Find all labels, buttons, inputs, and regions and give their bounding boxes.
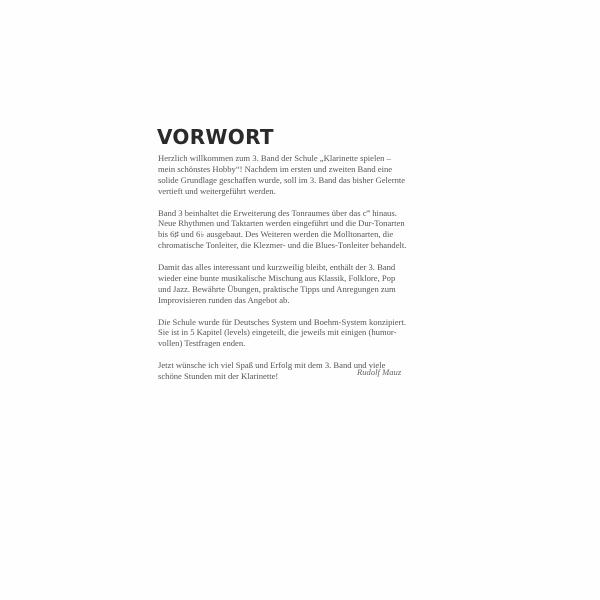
- paragraph-variety: [158, 262, 450, 306]
- paragraph-welcome: [158, 153, 450, 197]
- text-line: Improvisieren runden das Angebot ab.: [158, 294, 290, 305]
- foreword-body: [158, 153, 450, 393]
- paragraph-contents: [158, 208, 450, 252]
- page-title: VORWORT: [157, 125, 274, 149]
- text-line: vertieft und weitergeführt werden.: [158, 185, 276, 196]
- text-line: Band 3 beinhaltet die Erweiterung des Tonraumes über das c‴ hinaus.: [158, 207, 397, 218]
- text-line: vollen) Testfragen enden.: [158, 338, 246, 349]
- text-line: wieder eine bunte musikalische Mischung aus Klassik, Folklore, Pop: [158, 272, 396, 283]
- paragraph-systems: [158, 317, 450, 350]
- text-line: Die Schule wurde für Deutsches System und Boehm-System konzipiert.: [158, 316, 406, 327]
- text-line: bis 6♯ und 6♭ ausgebaut. Des Weiteren werden die Molltonarten, die: [158, 229, 394, 240]
- text-line: mein schönstes Hobby“! Nachdem im ersten und zweiten Band eine: [158, 163, 393, 174]
- text-line: Jetzt wünsche ich viel Spaß und Erfolg mit dem 3. Band und viele: [158, 360, 386, 371]
- text-line: und Jazz. Bewährte Übungen, praktische Tipps und Anregungen zum: [158, 283, 396, 294]
- text-line: chromatische Tonleiter, die Klezmer- und die Blues-Tonleiter behandelt.: [158, 240, 407, 251]
- text-line: Sie ist in 5 Kapitel (levels) eingeteilt, die jeweils mit einigen (humor-: [158, 327, 397, 338]
- text-line: schöne Stunden mit der Klarinette!: [158, 371, 279, 382]
- text-line: solide Grundlage geschaffen wurde, soll im 3. Band das bisher Gelernte: [158, 174, 406, 185]
- text-line: Herzlich willkommen zum 3. Band der Schule „Klarinette spielen –: [158, 153, 391, 163]
- paragraph-closing: [158, 360, 450, 382]
- author-signature: Rudolf Mauz: [357, 367, 402, 377]
- text-line: Neue Rhythmen und Taktarten werden eingeführt und die Dur-Tonarten: [158, 218, 405, 229]
- text-line: Damit das alles interessant und kurzweilig bleibt, enthält der 3. Band: [158, 262, 396, 273]
